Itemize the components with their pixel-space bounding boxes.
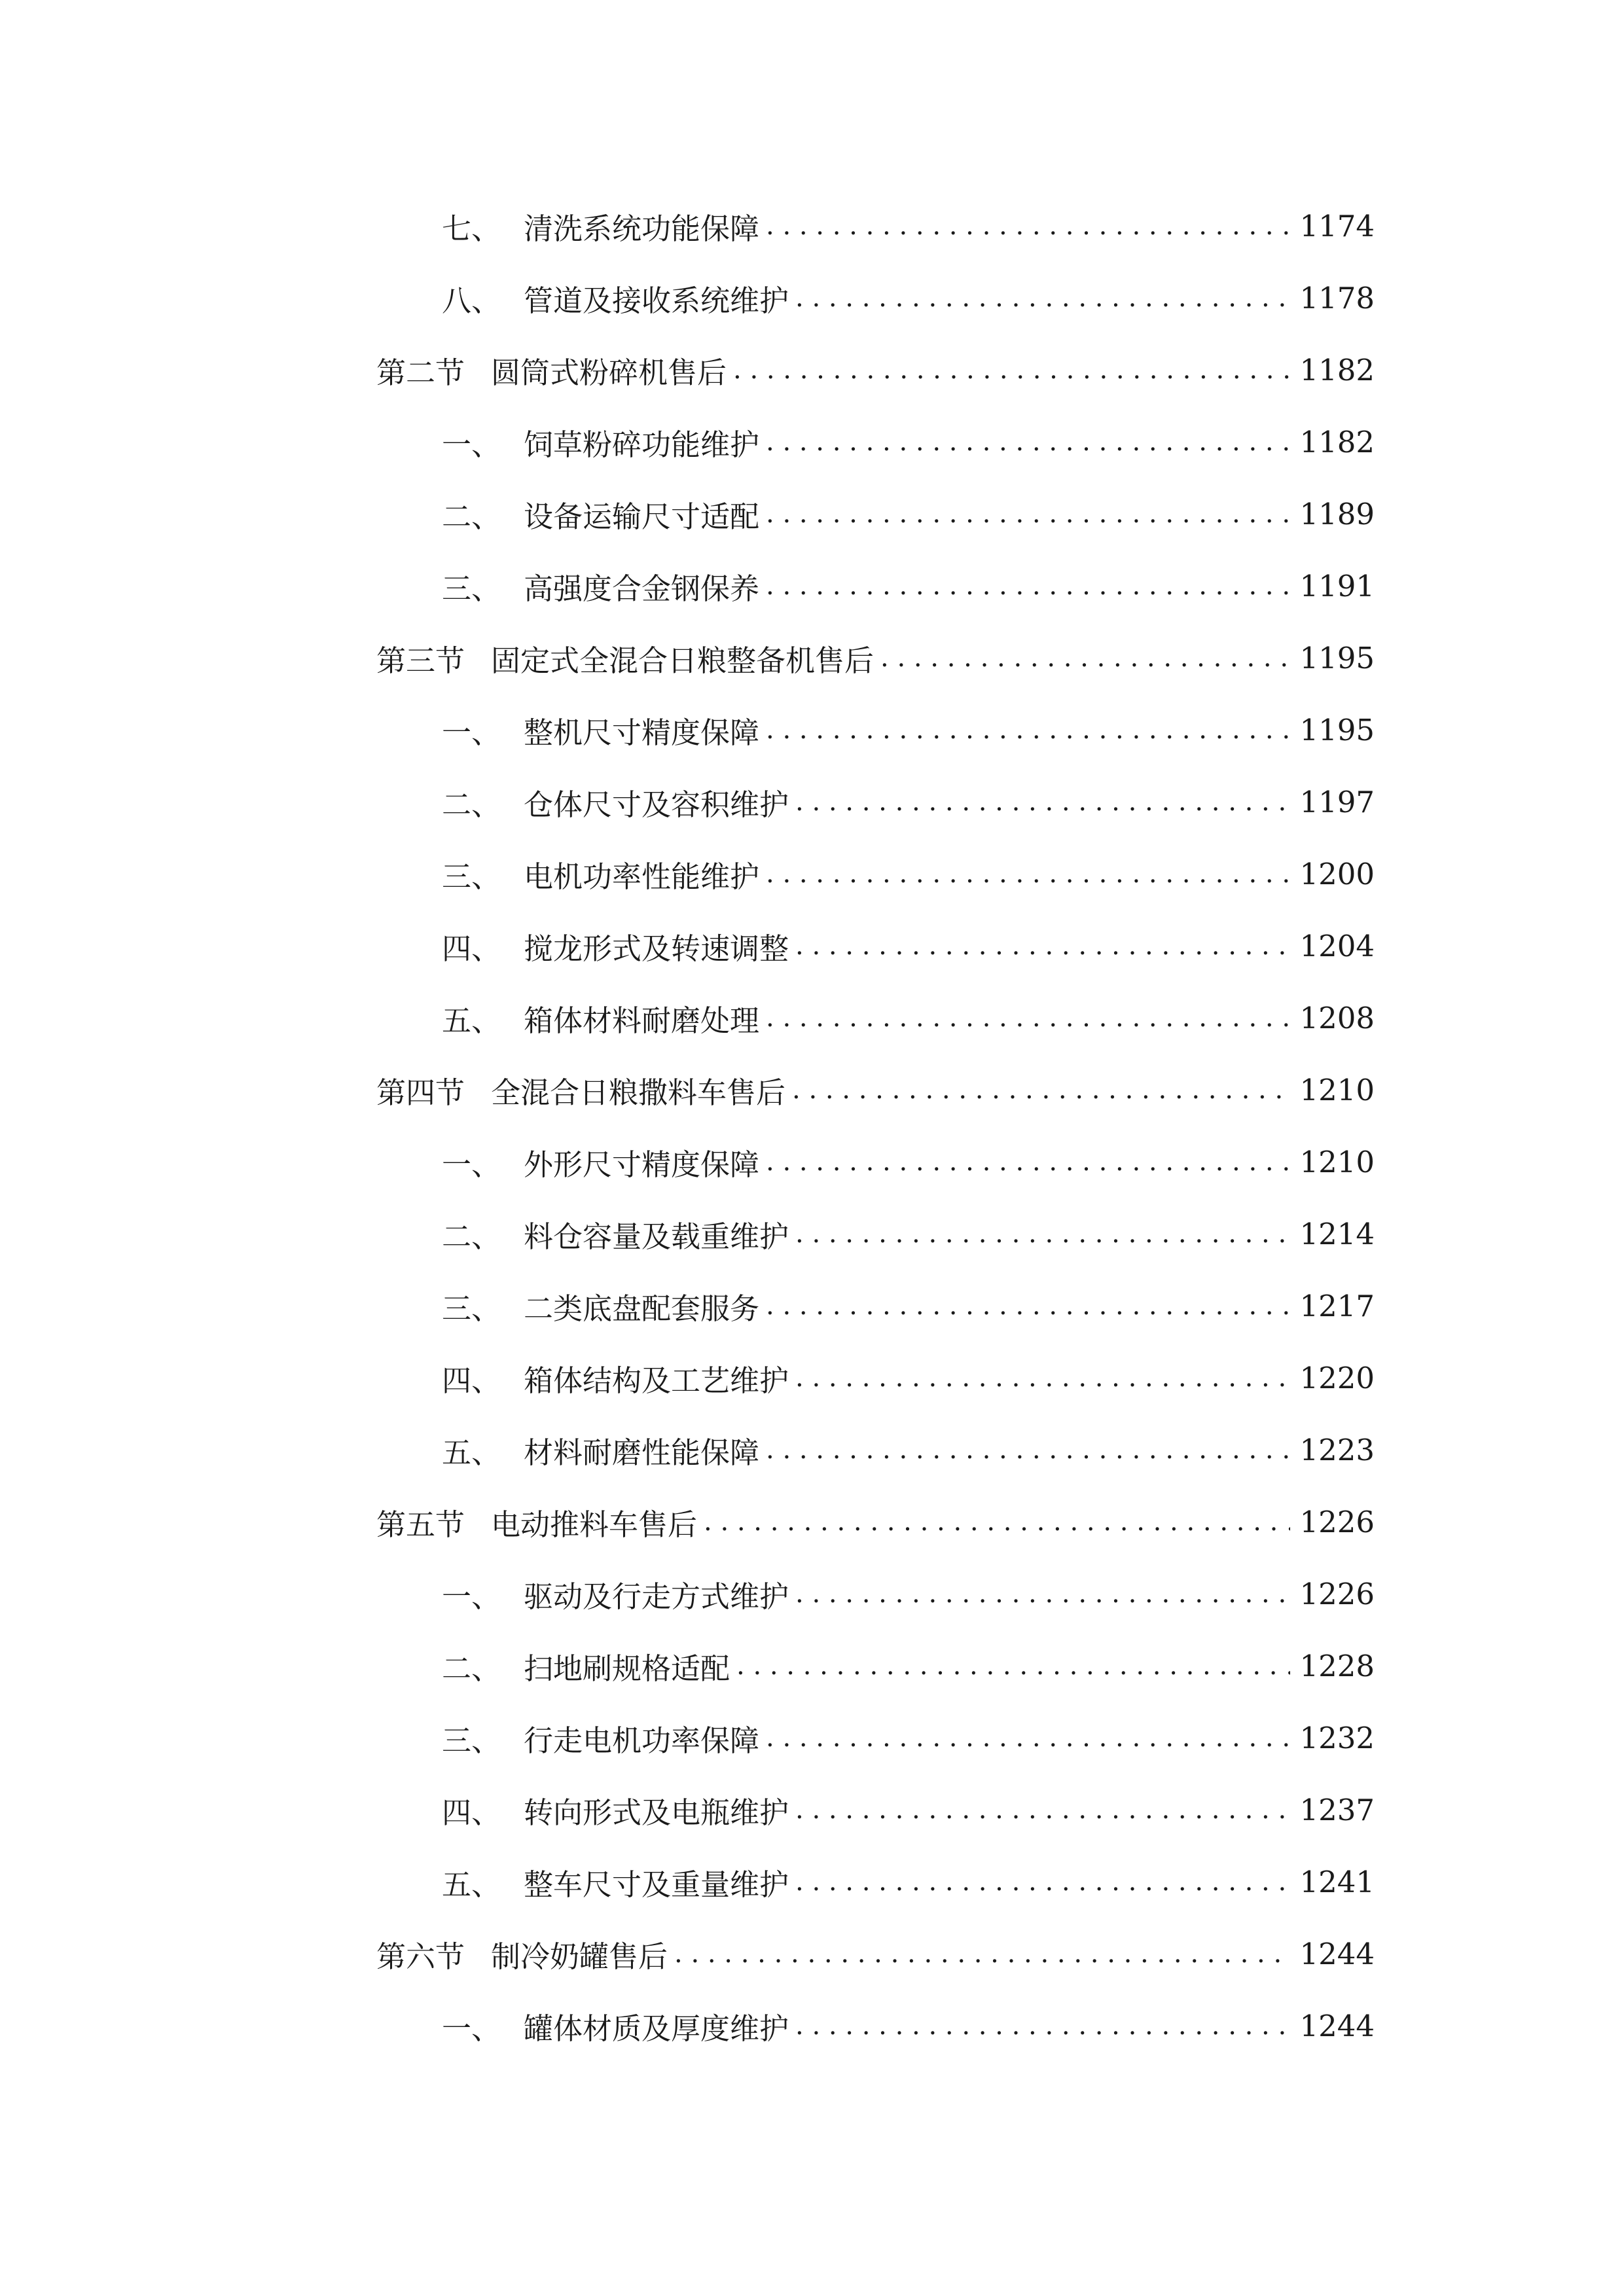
- toc-entry-page-number: 1204: [1299, 928, 1375, 963]
- toc-subsection-entry[interactable]: [376, 1198, 1375, 1270]
- toc-entry-number: 一、: [442, 2011, 501, 2046]
- toc-entry-number: 第四节: [376, 1075, 465, 1110]
- toc-entry-page-number: 1244: [1299, 2008, 1375, 2043]
- toc-entry-title: 制冷奶罐售后: [491, 1939, 668, 1974]
- toc-entry-page-number: 1228: [1299, 1648, 1375, 1683]
- toc-entry-page-number: 1189: [1299, 496, 1375, 531]
- toc-dot-leader: [880, 645, 1290, 671]
- toc-entry-page-number: 1200: [1299, 856, 1375, 891]
- toc-entry-title: 外形尺寸精度保障: [524, 1147, 760, 1182]
- toc-entry-number: 五、: [442, 1435, 501, 1470]
- toc-entry-title: 整机尺寸精度保障: [524, 715, 760, 750]
- toc-dot-leader: [736, 1653, 1290, 1679]
- toc-entry-title: 清洗系统功能保障: [524, 211, 760, 246]
- toc-entry-number: 第五节: [376, 1507, 465, 1542]
- toc-entry-page-number: 1210: [1299, 1072, 1375, 1107]
- toc-entry-title: 圆筒式粉碎机售后: [491, 355, 727, 390]
- toc-entry-page-number: 1195: [1299, 712, 1375, 747]
- toc-entry-number: 二、: [442, 1219, 501, 1254]
- toc-subsection-entry[interactable]: [376, 1630, 1375, 1702]
- toc-subsection-entry[interactable]: [376, 766, 1375, 838]
- toc-entry-number: 三、: [442, 859, 501, 894]
- toc-entry-number: 四、: [442, 1363, 501, 1398]
- toc-entry-title: 箱体材料耐磨处理: [524, 1003, 760, 1038]
- toc-subsection-entry[interactable]: [376, 1702, 1375, 1774]
- toc-subsection-entry[interactable]: [376, 262, 1375, 334]
- toc-entry-number: 二、: [442, 787, 501, 822]
- toc-entry-title: 材料耐磨性能保障: [524, 1435, 760, 1470]
- toc-subsection-entry[interactable]: [376, 838, 1375, 910]
- toc-dot-leader: [766, 861, 1290, 887]
- toc-entry-page-number: 1174: [1299, 208, 1375, 243]
- toc-entry-page-number: 1178: [1299, 280, 1375, 315]
- toc-entry-title: 电机功率性能维护: [524, 859, 760, 894]
- toc-entry-number: 三、: [442, 1723, 501, 1758]
- toc-dot-leader: [704, 1509, 1290, 1535]
- toc-section-entry[interactable]: [376, 334, 1375, 406]
- toc-section-entry[interactable]: [376, 622, 1375, 694]
- toc-entry-page-number: 1237: [1299, 1792, 1375, 1827]
- toc-entry-title: 仓体尺寸及容积维护: [524, 787, 789, 822]
- toc-entry-number: 一、: [442, 1147, 501, 1182]
- toc-entry-page-number: 1208: [1299, 1000, 1375, 1035]
- table-of-contents: [376, 190, 1375, 2062]
- toc-entry-number: 七、: [442, 211, 501, 246]
- toc-dot-leader: [795, 933, 1290, 959]
- toc-subsection-entry[interactable]: [376, 1126, 1375, 1198]
- toc-subsection-entry[interactable]: [376, 478, 1375, 550]
- toc-dot-leader: [674, 1941, 1290, 1967]
- toc-entry-title: 扫地刷规格适配: [524, 1651, 731, 1686]
- toc-subsection-entry[interactable]: [376, 982, 1375, 1054]
- toc-dot-leader: [792, 1077, 1290, 1103]
- toc-entry-title: 全混合日粮撒料车售后: [491, 1075, 786, 1110]
- toc-subsection-entry[interactable]: [376, 1990, 1375, 2062]
- toc-subsection-entry[interactable]: [376, 694, 1375, 766]
- toc-dot-leader: [766, 573, 1290, 599]
- toc-entry-page-number: 1223: [1299, 1432, 1375, 1467]
- toc-subsection-entry[interactable]: [376, 1342, 1375, 1414]
- toc-entry-title: 二类底盘配套服务: [524, 1291, 760, 1326]
- toc-subsection-entry[interactable]: [376, 1270, 1375, 1342]
- toc-dot-leader: [795, 1581, 1290, 1607]
- toc-dot-leader: [766, 1725, 1290, 1751]
- toc-entry-number: 一、: [442, 715, 501, 750]
- toc-entry-title: 固定式全混合日粮整备机售后: [491, 643, 875, 678]
- toc-entry-title: 饲草粉碎功能维护: [524, 427, 760, 462]
- toc-dot-leader: [766, 429, 1290, 455]
- toc-section-entry[interactable]: [376, 1918, 1375, 1990]
- toc-dot-leader: [766, 1437, 1290, 1463]
- toc-dot-leader: [766, 1293, 1290, 1319]
- toc-entry-page-number: 1195: [1299, 640, 1375, 675]
- toc-entry-page-number: 1197: [1299, 784, 1375, 819]
- toc-dot-leader: [766, 213, 1290, 239]
- toc-dot-leader: [795, 789, 1290, 815]
- toc-entry-title: 高强度合金钢保养: [524, 571, 760, 606]
- toc-entry-title: 管道及接收系统维护: [524, 283, 789, 318]
- toc-entry-title: 驱动及行走方式维护: [524, 1579, 789, 1614]
- toc-entry-number: 四、: [442, 931, 501, 966]
- toc-dot-leader: [795, 1221, 1290, 1247]
- toc-subsection-entry[interactable]: [376, 406, 1375, 478]
- toc-entry-title: 罐体材质及厚度维护: [524, 2011, 789, 2046]
- toc-entry-title: 电动推料车售后: [491, 1507, 698, 1542]
- toc-entry-title: 整车尺寸及重量维护: [524, 1867, 789, 1902]
- toc-dot-leader: [733, 357, 1290, 383]
- toc-dot-leader: [766, 717, 1290, 743]
- toc-dot-leader: [766, 501, 1290, 527]
- toc-entry-number: 八、: [442, 283, 501, 318]
- toc-entry-number: 五、: [442, 1867, 501, 1902]
- toc-subsection-entry[interactable]: [376, 1846, 1375, 1918]
- toc-entry-page-number: 1191: [1299, 568, 1375, 603]
- toc-entry-number: 四、: [442, 1795, 501, 1830]
- toc-dot-leader: [795, 1869, 1290, 1895]
- toc-entry-title: 设备运输尺寸适配: [524, 499, 760, 534]
- toc-entry-title: 箱体结构及工艺维护: [524, 1363, 789, 1398]
- toc-entry-number: 二、: [442, 1651, 501, 1686]
- toc-dot-leader: [766, 1149, 1290, 1175]
- toc-entry-number: 一、: [442, 427, 501, 462]
- toc-subsection-entry[interactable]: [376, 910, 1375, 982]
- toc-subsection-entry[interactable]: [376, 1414, 1375, 1486]
- toc-subsection-entry[interactable]: [376, 1558, 1375, 1630]
- toc-entry-page-number: 1214: [1299, 1216, 1375, 1251]
- toc-dot-leader: [795, 1365, 1290, 1391]
- toc-section-entry[interactable]: [376, 1054, 1375, 1126]
- toc-entry-number: 一、: [442, 1579, 501, 1614]
- toc-section-entry[interactable]: [376, 1486, 1375, 1558]
- toc-subsection-entry[interactable]: [376, 550, 1375, 622]
- toc-entry-title: 行走电机功率保障: [524, 1723, 760, 1758]
- toc-entry-title: 搅龙形式及转速调整: [524, 931, 789, 966]
- toc-dot-leader: [795, 1797, 1290, 1823]
- toc-entry-number: 第六节: [376, 1939, 465, 1974]
- toc-entry-page-number: 1182: [1299, 352, 1375, 387]
- toc-dot-leader: [766, 1005, 1290, 1031]
- toc-entry-page-number: 1210: [1299, 1144, 1375, 1179]
- toc-entry-number: 三、: [442, 1291, 501, 1326]
- toc-entry-page-number: 1217: [1299, 1288, 1375, 1323]
- toc-dot-leader: [795, 285, 1290, 311]
- toc-entry-number: 三、: [442, 571, 501, 606]
- toc-entry-page-number: 1244: [1299, 1936, 1375, 1971]
- toc-entry-page-number: 1226: [1299, 1504, 1375, 1539]
- toc-entry-page-number: 1232: [1299, 1720, 1375, 1755]
- toc-subsection-entry[interactable]: [376, 1774, 1375, 1846]
- toc-entry-number: 第二节: [376, 355, 465, 390]
- toc-entry-number: 第三节: [376, 643, 465, 678]
- toc-subsection-entry[interactable]: [376, 190, 1375, 262]
- toc-entry-title: 转向形式及电瓶维护: [524, 1795, 789, 1830]
- toc-entry-page-number: 1226: [1299, 1576, 1375, 1611]
- toc-entry-page-number: 1182: [1299, 424, 1375, 459]
- toc-entry-page-number: 1220: [1299, 1360, 1375, 1395]
- toc-entry-page-number: 1241: [1299, 1864, 1375, 1899]
- toc-entry-number: 五、: [442, 1003, 501, 1038]
- toc-dot-leader: [795, 2013, 1290, 2039]
- toc-entry-title: 料仓容量及载重维护: [524, 1219, 789, 1254]
- toc-entry-number: 二、: [442, 499, 501, 534]
